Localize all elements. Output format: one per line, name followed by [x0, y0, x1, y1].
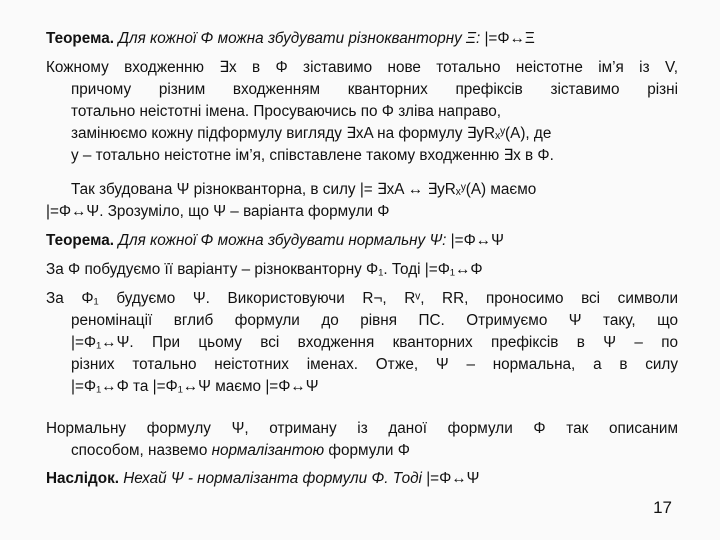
- definition-paragraph: [46, 418, 678, 462]
- corollary: [46, 468, 678, 490]
- construction-line-5: y – тотально неістотне ім’я, співставлене такому входженню ∃x в Φ.: [71, 147, 554, 164]
- theorem-2-formula: |=Φ↔Ψ: [446, 232, 504, 249]
- theorem-1-label: Теорема.: [46, 30, 114, 47]
- construction-line-3: тотально неістотні імена. Просуваючись по Φ зліва направо,: [71, 103, 502, 120]
- construction-paragraph: [46, 57, 678, 167]
- construction-line-2: причому різним входженням кванторних префіксів зіставимо різні: [71, 81, 678, 98]
- theorem-2: [46, 230, 678, 252]
- conclusion-line-1: Так збудована Ψ різнокванторна, в силу |= ∃xA ↔ ∃yRₓʸ(A) маємо: [71, 181, 537, 198]
- proof-start-line: За Φ побудуємо її варіанту – різнокванторну Φ₁. Тоді |=Φ₁↔Φ: [46, 261, 483, 278]
- theorem-2-statement: Для кожної Φ можна збудувати нормальну Ψ:: [113, 232, 447, 249]
- theorem-1-formula: |=Φ↔Ξ: [480, 30, 535, 47]
- proof-body: [46, 288, 678, 398]
- conclusion-line-2: |=Φ↔Ψ. Зрозуміло, що Ψ – варіанта формули Φ: [46, 203, 390, 220]
- proof-line-2: реномінації вглиб формули до рівня ПС. Отримуємо Ψ таку, що: [71, 312, 678, 329]
- theorem-1: [46, 28, 678, 50]
- proof-line-5: |=Φ₁↔Φ та |=Φ₁↔Ψ маємо |=Φ↔Ψ: [71, 378, 319, 395]
- corollary-statement: Нехай Ψ - нормалізанта формули Φ. Тоді: [119, 470, 422, 487]
- definition-term: нормалізантою: [207, 442, 325, 459]
- corollary-formula: |=Φ↔Ψ: [421, 470, 480, 487]
- proof-line-1: За Φ₁ будуємо Ψ. Використовуючи R¬, Rᵛ, RR, проносимо всі символи: [46, 290, 678, 307]
- conclusion-paragraph: [46, 179, 678, 223]
- definition-line-2-end: формули Φ: [324, 442, 410, 459]
- theorem-2-label: Теорема.: [46, 232, 114, 249]
- proof-line-4: різних тотально неістотних іменах. Отже, Ψ – нормальна, а в силу: [71, 356, 678, 373]
- page-number: 17: [653, 498, 672, 517]
- definition-line-1: Нормальну формулу Ψ, отриману із даної формули Φ так описаним: [46, 420, 678, 437]
- theorem-1-statement: Для кожної Φ можна збудувати різнокванторну Ξ:: [113, 30, 481, 47]
- proof-line-3: |=Φ₁↔Ψ. При цьому всі входження кванторних префіксів в Ψ – по: [71, 334, 678, 351]
- construction-line-1: Кожному входженню ∃x в Φ зіставимо нове тотально неістотне ім’я із V,: [46, 59, 678, 76]
- corollary-label: Наслідок.: [46, 470, 119, 487]
- proof-start: [46, 259, 678, 281]
- definition-line-2-text: способом, назвемо: [71, 442, 208, 459]
- construction-line-4: замінюємо кожну підформулу вигляду ∃xA на формулу ∃yRₓʸ(A), де: [71, 125, 552, 142]
